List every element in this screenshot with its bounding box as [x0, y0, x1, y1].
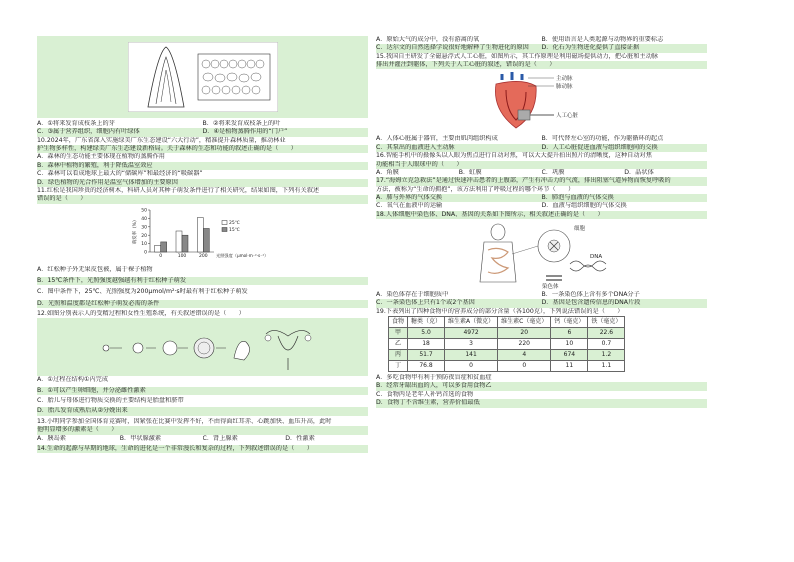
table-header-cell: 钙（毫克） [551, 317, 588, 328]
y-tick-label: 30 [140, 224, 147, 230]
q16-stem-2: 功能相当于人眼球中的（ ） [376, 161, 707, 169]
q15-figure-area [376, 69, 707, 135]
q17-option-a: A．肺与外界的气体交换 [376, 193, 443, 201]
table-cell: 141 [445, 350, 498, 361]
label-pulmonary-artery: 肺动脉 [555, 84, 573, 91]
q10-option-c: C．森林可以看成地球上最大的“储碳库”和最经济的“吸碳器” [37, 170, 203, 178]
q10-option-a: A．森林的生态功能主要体现在植物的蒸腾作用 [37, 153, 165, 161]
chromosome-dna-diagram [462, 220, 622, 290]
q15-option-b: B．可代替左心室的功能，作为躯循环的起点 [541, 135, 664, 143]
q18-option-b: B．一条染色体上含有多个DNA分子 [541, 291, 640, 299]
q19-option-a: A．多吃食物甲有利于预防夜盲症和贫血症 [376, 374, 492, 382]
q17-option-d: D．血液与组织细胞的气体交换 [541, 202, 627, 210]
table-cell: 22.6 [588, 328, 625, 339]
table-cell: 3 [445, 339, 498, 350]
y-axis-label: 萌发率（%） [132, 217, 138, 244]
table-cell: 丁 [389, 361, 408, 372]
bar-15c [160, 242, 166, 252]
table-row [389, 328, 625, 339]
q15-stem-1: 15.我国自主研发了全磁悬浮式人工心脏，如图所示，其工作原理是利用磁场提供动力，把心脏和主动脉 [376, 52, 659, 60]
y-tick-label: 20 [140, 233, 147, 239]
table-cell: 5.0 [408, 328, 445, 339]
x-tick-label: 0 [158, 253, 162, 259]
table-row [389, 339, 625, 350]
germination-bar-chart [118, 204, 288, 266]
table-cell: 甲 [389, 328, 408, 339]
table-cell: 1.1 [588, 361, 625, 372]
q12-option-d: D．胎儿发育成熟后从②分娩出来 [37, 407, 368, 415]
table-cell: 18 [408, 339, 445, 350]
bar-15c [203, 228, 209, 252]
x-axis-label: 光照强度（μmol·m⁻²·s⁻¹） [215, 252, 268, 258]
table-header-cell: 糖类（克） [408, 317, 445, 328]
table-cell: 220 [498, 339, 551, 350]
q15-option-a: A．人体心脏属于器官，主要由肌肉组织构成 [376, 135, 498, 143]
leaf-bud-diagram [128, 42, 278, 112]
q12-option-a: A．①过程在结构①内完成 [37, 376, 109, 384]
q14-option-b: B．使用语言是人类起源与动物界的重要标志 [541, 36, 664, 43]
table-cell: 10 [551, 339, 588, 350]
label-aorta: 主动脉 [555, 76, 573, 83]
q12-figure-area [37, 318, 368, 376]
table-cell: 674 [551, 350, 588, 361]
q9-option-a: A．①将来发育成枝条上的芽 [37, 120, 115, 127]
q9-option-b: B．②将来发育成枝条上的叶 [202, 120, 281, 127]
table-cell: 0.7 [588, 339, 625, 350]
q18-option-a: A．染色体存在于细胞质中 [376, 291, 449, 299]
q11-option-a: A．红松种子外无果皮包被，属于裸子植物 [37, 265, 153, 273]
label-chromosome: 染色体 [541, 284, 559, 291]
q18-figure-area [376, 219, 707, 291]
q16-option-c: C．巩膜 [541, 168, 565, 176]
table-cell: 6 [551, 328, 588, 339]
table-header-cell: 食物 [389, 317, 408, 328]
nutrition-table [388, 316, 625, 372]
q13-option-d: D．性激素 [285, 434, 315, 442]
label-artificial-heart: 人工心脏 [555, 113, 578, 120]
label-cell: 细胞 [573, 226, 585, 233]
q9-option-c: C．③属于营养组织，细胞内有叶绿体 [37, 128, 140, 136]
fertilization-diagram [88, 320, 318, 374]
legend-swatch [222, 227, 227, 231]
q19-stem: 19.下表列出了四种食物中的营养成分的部分含量（各100克），下列说法错误的是（ ） [376, 307, 624, 315]
q13-stem-2: 他明显增多的激素是（ ） [37, 426, 368, 434]
q14-option-d: D．化石为生物进化提供了直接证据 [541, 44, 640, 52]
q11-option-b: B．15℃条件下，光照强度越强越有利于红松种子萌发 [37, 277, 368, 285]
q10-option-d: D．绿色植物的光合作用是温室气体增加的主要原因 [37, 179, 368, 187]
table-cell: 76.8 [408, 361, 445, 372]
table-cell: 乙 [389, 339, 408, 350]
table-cell: 0 [445, 361, 498, 372]
q16-option-a: A．角膜 [376, 168, 399, 176]
q12-stem: 12.如图分别表示人的受精过程和女性生殖系统，有关叙述错误的是（ ） [37, 310, 245, 318]
bar-25c [154, 245, 160, 252]
table-cell: 11 [551, 361, 588, 372]
table-cell: 4972 [445, 328, 498, 339]
legend-label: 15℃ [228, 227, 240, 233]
artificial-heart-diagram [472, 70, 612, 134]
q11-stem-1: 11.红松是我国珍贵的经济树木，科研人员对其种子萌发条件进行了相关研究，结果如图，下列有关叙述 [37, 186, 320, 194]
table-cell: 丙 [389, 350, 408, 361]
table-cell: 4 [498, 350, 551, 361]
y-tick-label: 50 [140, 208, 147, 214]
right-column [376, 36, 707, 408]
q17-stem-2: 方法，被称为“生命的拥抱”，该方法利用了呼吸过程的哪个环节（ ） [376, 185, 575, 193]
q14-option-a: A．原始大气的成分中，没有游离的氧 [376, 36, 480, 43]
label-dna: DNA [589, 254, 602, 261]
q18-option-c: C．一条染色体上只有1个或2个基因 [376, 299, 475, 307]
left-column [37, 36, 368, 453]
table-cell: 1.2 [588, 350, 625, 361]
q14-stem: 14.生命的起源与早期的地球，生命的进化是一个非常漫长和复杂的过程，下列叙述错误的是（ ） [37, 445, 368, 453]
y-tick-label: 40 [140, 216, 147, 222]
q17-option-b: B．肺泡与血液的气体交换 [541, 193, 614, 201]
q18-option-d: D．基因是包含遗传信息的DNA片段 [541, 299, 641, 307]
q16-option-b: B．虹膜 [458, 168, 482, 176]
table-cell: 51.7 [408, 350, 445, 361]
q13-option-b: B．甲状腺激素 [119, 434, 162, 442]
q11-stem-2: 错误的是（ ） [37, 195, 368, 203]
q16-stem-1: 16.智能手机中的摄像头以人眼为焦点进行自动对焦，可以大大提升拍出照片的清晰度，这种自动对焦 [376, 152, 652, 160]
legend-swatch [222, 220, 227, 224]
q19-option-b: B．经常牙龈出血的人，可以多食用食物乙 [376, 382, 707, 390]
table-header-row [389, 317, 625, 328]
q12-option-b: B．①可以产生卵细胞，并分泌雌性激素 [37, 387, 368, 395]
q19-option-c: C．食物丙是老年人补钙首选的食物 [376, 390, 474, 398]
q11-option-c: C．图中条件下，25℃、光照强度为200μmol/m²·s时最有利于红松种子萌发 [37, 288, 248, 296]
bar-25c [197, 217, 203, 251]
bar-25c [176, 231, 182, 252]
q9-figure-area [37, 36, 368, 118]
q13-stem-1: 13.小明同学参加全国体育竞赛时，因紧张在比赛中发挥不好，不由得面红耳赤、心跳加快、血压升高，此时 [37, 417, 332, 425]
table-row [389, 361, 625, 372]
q19-option-d: D．食物丁不含维生素，营养价值最低 [376, 399, 707, 407]
q15-option-d: D．人工心脏促进血液与组织细胞间的交换 [541, 143, 658, 151]
q17-option-c: C．氧气在血液中的运输 [376, 202, 443, 210]
q15-option-c: C．其泵出的血液进入主动脉 [376, 143, 455, 151]
q11-chart-area [37, 204, 368, 266]
x-tick-label: 100 [177, 253, 186, 259]
y-tick-label: 0 [143, 250, 147, 256]
legend-label: 25℃ [228, 220, 240, 226]
table-cell: 20 [498, 328, 551, 339]
q12-option-c: C．胎儿与母体进行物质交换的主要结构是胎盘和脐带 [37, 397, 184, 405]
table-row [389, 350, 625, 361]
q16-option-d: D．晶状体 [624, 168, 654, 176]
q9-option-d: D．④是植物蒸腾作用的“门户” [202, 128, 288, 136]
q14-option-c: C．达尔文的自然选择学说很好地解释了生物进化的原因 [376, 44, 529, 52]
q18-stem: 18.人体细胞中染色体、DNA、基因的关系如下图所示，相关叙述正确的是（ ） [376, 211, 707, 219]
q10-stem-1: 10.2024年，广东省深入实施绿美广东生态建设“六大行动”，精准提升森林质量，推动林业 [37, 136, 286, 144]
x-tick-label: 200 [198, 253, 208, 259]
q17-stem-1: 17.“海姆立克急救法”是通过快速冲击患者的上腹部，产生有冲击力的气流，排出阻塞气道异物而恢复呼吸的 [376, 177, 707, 185]
q15-stem-2: 排出并灌注到躯体，下列关于人工心脏的叙述，错误的是（ ） [376, 61, 707, 69]
q13-option-c: C．肾上腺素 [202, 434, 238, 442]
bar-15c [182, 235, 188, 252]
q11-option-d: D．光照和温度都是红松种子萌发必需的条件 [37, 300, 368, 308]
table-header-cell: 维生素A（微克） [445, 317, 498, 328]
table-header-cell: 铁（毫克） [588, 317, 625, 328]
table-cell: 0 [498, 361, 551, 372]
q10-option-b: B．森林中植物的繁殖，利于降低温室效应 [37, 162, 368, 170]
table-header-cell: 维生素C（毫克） [498, 317, 551, 328]
q13-option-a: A．胰岛素 [37, 434, 66, 442]
q10-stem-2: 护生物多样性，构建绿美广东生态建设新格局。关于森林的生态和功能的叙述正确的是（ ） [37, 145, 368, 153]
y-tick-label: 10 [140, 241, 147, 247]
